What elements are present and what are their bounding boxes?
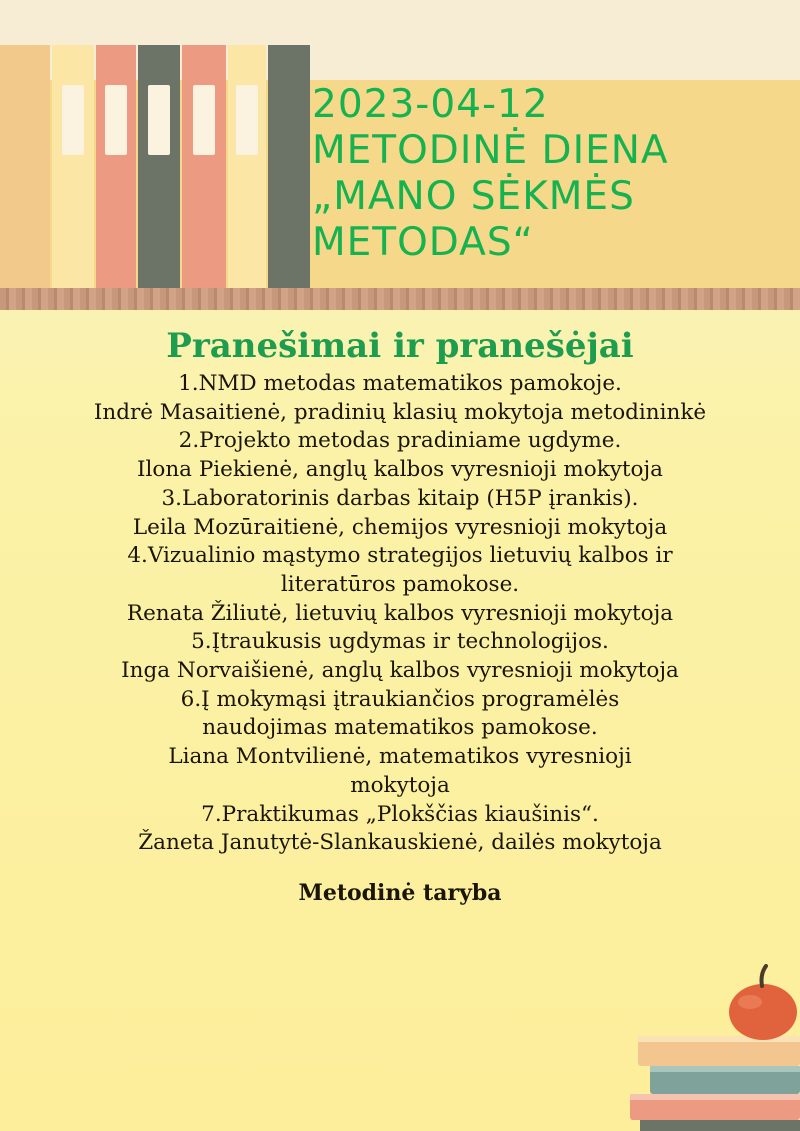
title-line-3: METODAS“ [312, 220, 534, 265]
book-label [148, 85, 170, 155]
book-spine-4 [138, 45, 180, 295]
list-item: 4.Vizualinio mąstymo strategijos lietuvių kalbos ir [127, 543, 673, 569]
book-spine-2 [52, 45, 94, 295]
list-item: 7.Praktikumas „Plokščias kiaušinis“. [201, 801, 599, 827]
book-label [62, 85, 84, 155]
book-label [236, 85, 258, 155]
book-stack-icon [630, 1036, 800, 1131]
title-line-2: „MANO SĖKMĖS [312, 174, 635, 219]
book-label [193, 85, 215, 155]
shelf [0, 288, 800, 310]
book-label [105, 85, 127, 155]
list-item: Ilona Piekienė, anglų kalbos vyresnioji mokytoja [137, 457, 663, 483]
list-item: naudojimas matematikos pamokose. [202, 715, 598, 741]
list-item: 3.Laboratorinis darbas kitaip (H5P įrankis). [161, 485, 639, 511]
list-item: Žaneta Janutytė-Slankauskienė, dailės mokytoja [138, 830, 662, 856]
book-spine-3 [96, 45, 136, 295]
list-item: Renata Žiliutė, lietuvių kalbos vyresnioji mokytoja [126, 600, 674, 626]
book-spine-5 [182, 45, 226, 295]
title-line-1: METODINĖ DIENA [312, 128, 669, 173]
list-item: 2.Projekto metodas pradiniame ugdyme. [178, 428, 622, 454]
list-item: 5.Įtraukusis ugdymas ir technologijos. [191, 629, 609, 655]
book-spine-6 [228, 45, 266, 295]
list-item: literatūros pamokose. [280, 571, 520, 597]
section-heading: Pranešimai ir pranešėjai [166, 326, 634, 366]
book-spine-1 [0, 45, 50, 295]
list-item: 1.NMD metodas matematikos pamokoje. [178, 371, 622, 396]
list-item: Liana Montvilienė, matematikos vyresnioji [168, 744, 632, 770]
apple-icon [729, 966, 797, 1040]
list-item: 6.Į mokymąsi įtraukiančios programėlės [180, 686, 620, 712]
event-date: 2023-04-12 [312, 82, 549, 127]
list-item: Indrė Masaitienė, pradinių klasių mokytoja metodininkė [93, 399, 707, 425]
list-item: Leila Mozūraitienė, chemijos vyresnioji mokytoja [132, 514, 668, 540]
signature: Metodinė taryba [298, 879, 502, 906]
list-item: mokytoja [350, 772, 450, 798]
header-title [312, 82, 792, 266]
presentations-list [0, 322, 800, 906]
book-spine-7 [268, 45, 310, 295]
list-item: Inga Norvaišienė, anglų kalbos vyresnioji mokytoja [121, 658, 679, 684]
